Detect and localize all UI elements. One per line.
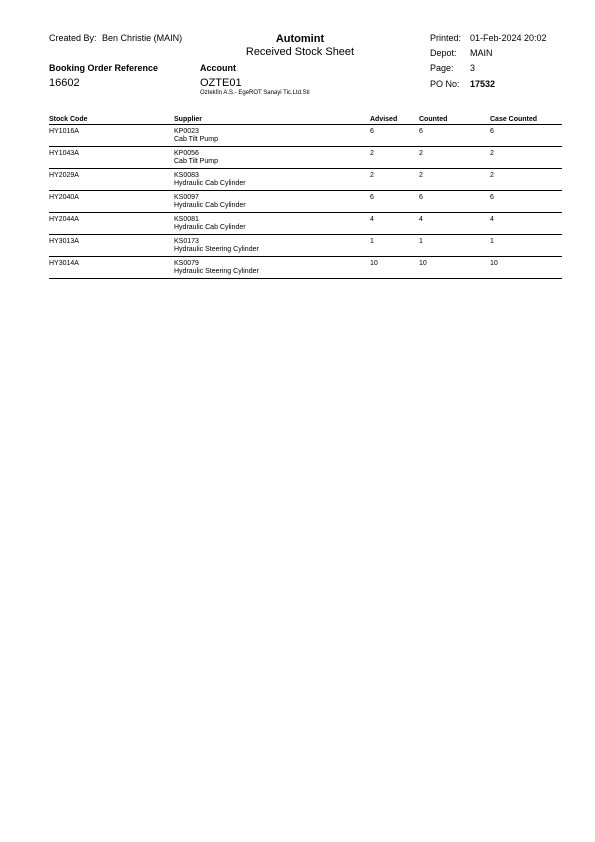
item-description: Cab Tilt Pump	[174, 136, 218, 143]
cell-counted: 2	[419, 147, 490, 169]
cell-supplier	[174, 235, 370, 257]
supplier-code: KS0097	[174, 194, 199, 201]
cell-case-counted: 2	[490, 147, 562, 169]
printed-value: 01-Feb-2024 20:02	[470, 33, 547, 43]
page-value: 3	[470, 63, 476, 73]
booking-label: Booking Order Reference	[49, 63, 159, 73]
cell-advised: 4	[370, 213, 419, 235]
printed-label: Printed:	[430, 33, 462, 43]
table-body	[49, 125, 562, 279]
cell-counted: 6	[419, 191, 490, 213]
cell-advised: 10	[370, 257, 419, 279]
item-description: Hydraulic Cab Cylinder	[174, 180, 246, 187]
cell-stock-code: HY3013A	[49, 235, 174, 257]
booking-value: 16602	[49, 77, 80, 89]
cell-case-counted: 6	[490, 125, 562, 147]
supplier-code: KS0083	[174, 172, 199, 179]
cell-case-counted: 1	[490, 235, 562, 257]
account-code: OZTE01	[200, 77, 242, 89]
supplier-code: KP0023	[174, 128, 199, 135]
sheet-title: Received Stock Sheet	[245, 46, 355, 58]
account-label: Account	[200, 63, 236, 73]
cell-case-counted: 10	[490, 257, 562, 279]
table-row	[49, 169, 562, 191]
supplier-code: KS0173	[174, 238, 199, 245]
cell-case-counted: 2	[490, 169, 562, 191]
table-row	[49, 235, 562, 257]
cell-counted: 10	[419, 257, 490, 279]
cell-supplier	[174, 125, 370, 147]
item-description: Hydraulic Cab Cylinder	[174, 202, 246, 209]
cell-advised: 2	[370, 169, 419, 191]
cell-case-counted: 6	[490, 191, 562, 213]
supplier-code: KS0079	[174, 260, 199, 267]
table-row	[49, 191, 562, 213]
supplier-code: KP0056	[174, 150, 199, 157]
table-row	[49, 213, 562, 235]
table-header-row	[49, 114, 562, 125]
cell-supplier	[174, 257, 370, 279]
depot-value: MAIN	[470, 48, 493, 58]
item-description: Hydraulic Cab Cylinder	[174, 224, 246, 231]
table-row	[49, 257, 562, 279]
cell-stock-code: HY1016A	[49, 125, 174, 147]
cell-stock-code: HY1043A	[49, 147, 174, 169]
cell-stock-code: HY2044A	[49, 213, 174, 235]
cell-supplier	[174, 147, 370, 169]
supplier-code: KS0081	[174, 216, 199, 223]
stock-table	[49, 114, 562, 279]
created-by	[49, 33, 182, 43]
column-header-stock-code: Stock Code	[49, 114, 174, 125]
item-description: Hydraulic Steering Cylinder	[174, 268, 259, 275]
cell-counted: 1	[419, 235, 490, 257]
created-by-value: Ben Christie (MAIN)	[102, 33, 183, 43]
cell-supplier	[174, 213, 370, 235]
table-row	[49, 147, 562, 169]
cell-case-counted: 4	[490, 213, 562, 235]
company-name: Automint	[275, 33, 325, 45]
column-header-case-counted: Case Counted	[490, 114, 562, 125]
account-name: Oztekfin A.S.- EgeROT Sanayi Tic.Ltd.Sti	[200, 90, 310, 96]
cell-advised: 2	[370, 147, 419, 169]
created-by-label: Created By:	[49, 33, 97, 43]
column-header-supplier: Supplier	[174, 114, 370, 125]
cell-advised: 6	[370, 125, 419, 147]
cell-counted: 2	[419, 169, 490, 191]
item-description: Cab Tilt Pump	[174, 158, 218, 165]
cell-stock-code: HY2029A	[49, 169, 174, 191]
cell-supplier	[174, 191, 370, 213]
cell-advised: 1	[370, 235, 419, 257]
column-header-counted: Counted	[419, 114, 490, 125]
cell-counted: 6	[419, 125, 490, 147]
po-value: 17532	[470, 79, 496, 89]
column-header-advised: Advised	[370, 114, 419, 125]
po-label: PO No:	[430, 79, 460, 89]
cell-stock-code: HY3014A	[49, 257, 174, 279]
page-label: Page:	[430, 63, 454, 73]
cell-advised: 6	[370, 191, 419, 213]
cell-supplier	[174, 169, 370, 191]
item-description: Hydraulic Steering Cylinder	[174, 246, 259, 253]
cell-counted: 4	[419, 213, 490, 235]
depot-label: Depot:	[430, 48, 457, 58]
cell-stock-code: HY2040A	[49, 191, 174, 213]
table-row	[49, 125, 562, 147]
